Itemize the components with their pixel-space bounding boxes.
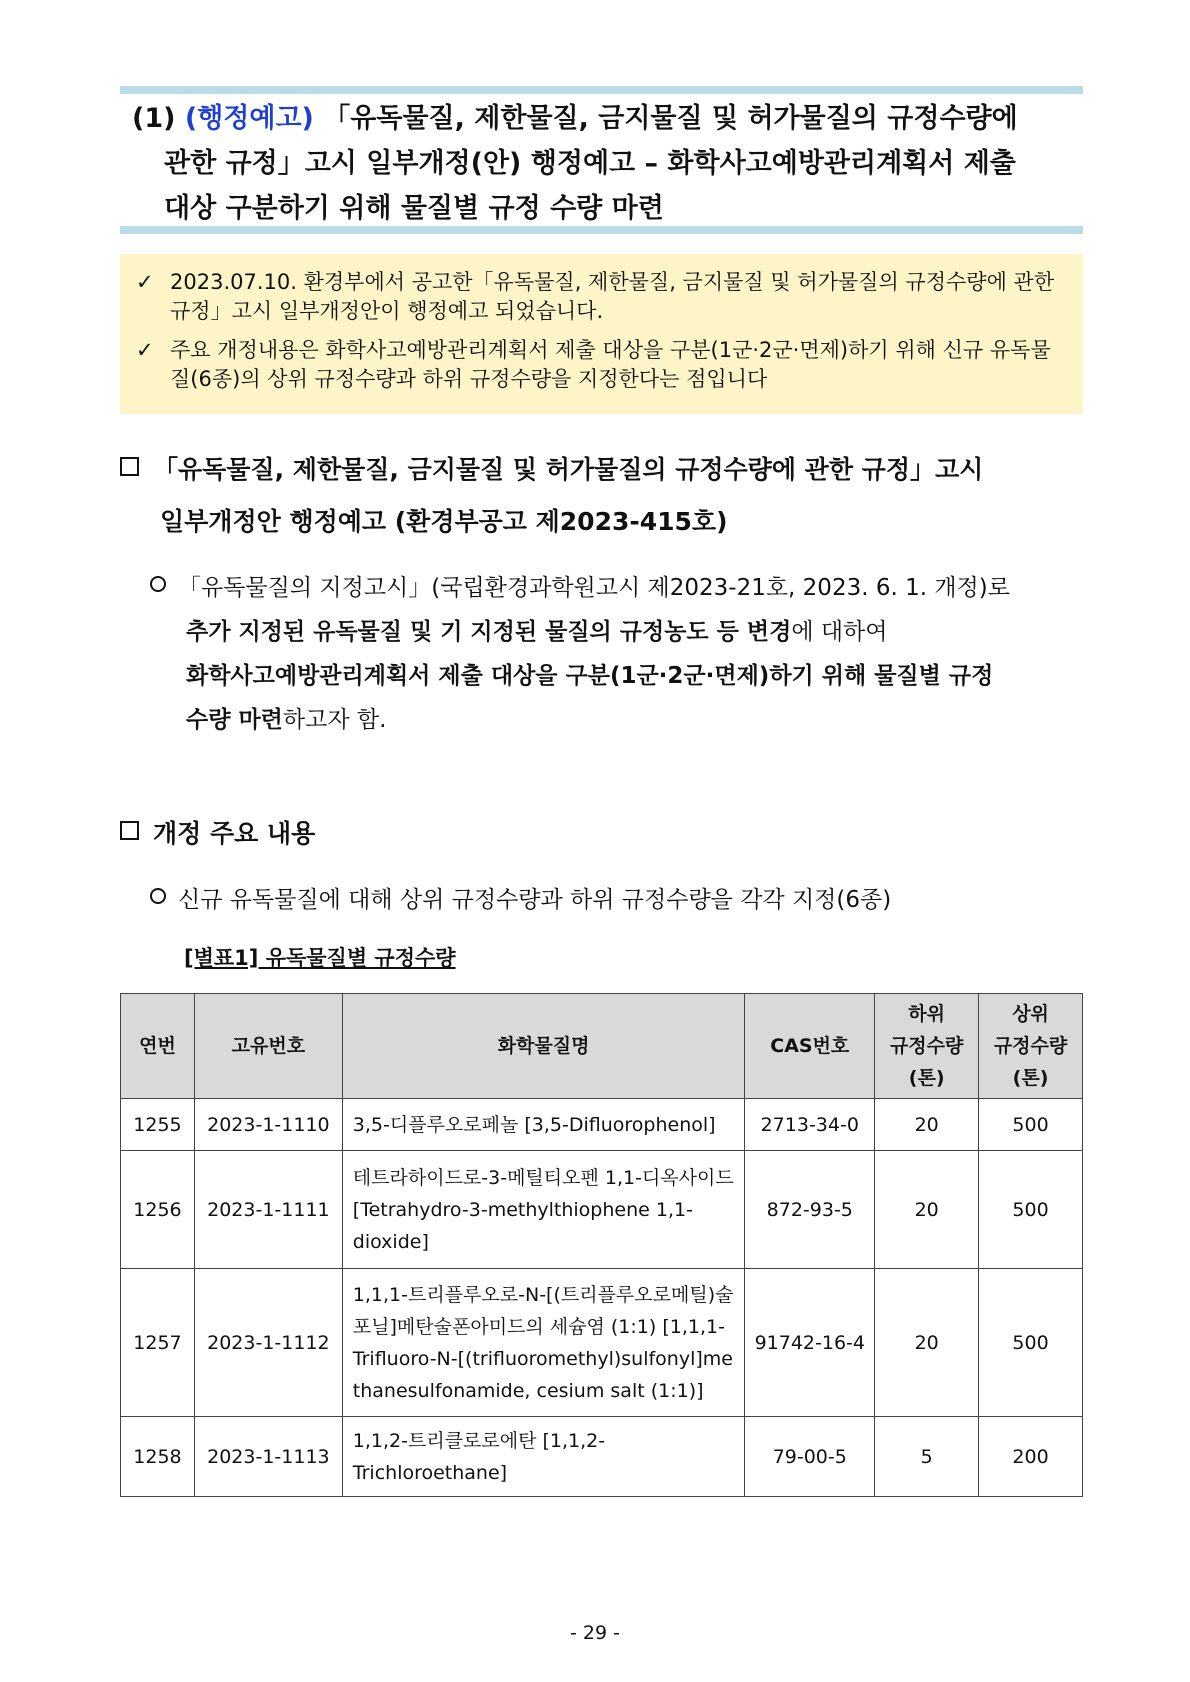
cell-cas: 872-93-5 — [745, 1151, 875, 1269]
header-upper — [979, 994, 1083, 1099]
header-id: 고유번호 — [194, 994, 342, 1099]
header-cas: CAS번호 — [745, 994, 875, 1099]
changes-text: 신규 유독물질에 대해 상위 규정수량과 하위 규정수량을 각각 지정(6종) — [178, 887, 892, 913]
notice-text-part2: 에 대하여 — [791, 619, 888, 645]
title-line3: 대상 구분하기 위해 물질별 규정 수량 마련 — [164, 193, 664, 224]
section-heading-line2: 일부개정안 행정예고 (환경부공고 제2023-415호) — [160, 507, 728, 536]
cell-cas: 79-00-5 — [745, 1417, 875, 1497]
cell-id: 2023-1-1112 — [194, 1269, 342, 1417]
header-lower-2: 규정수량 — [889, 1035, 964, 1057]
square-bullet-icon — [120, 457, 139, 476]
title-line2: 관한 규정」고시 일부개정(안) 행정예고 – 화학사고예방관리계획서 제출 — [164, 148, 1016, 179]
header-lower-3: (톤) — [908, 1067, 945, 1089]
cell-cas: 91742-16-4 — [745, 1269, 875, 1417]
summary-box — [120, 254, 1083, 414]
section-heading-line1: 「유독물질, 제한물질, 금지물질 및 허가물질의 규정수량에 관한 규정」고시 — [153, 455, 984, 484]
header-upper-1: 상위 — [1012, 1003, 1049, 1025]
cell-name: 3,5-디플루오로페놀 [3,5-Difluorophenol] — [342, 1099, 745, 1151]
header-lower-1: 하위 — [908, 1003, 946, 1025]
section-heading-text: 개정 주요 내용 — [153, 819, 316, 848]
summary-item — [136, 336, 1067, 394]
cell-no: 1257 — [121, 1269, 195, 1417]
title-bottom-bar — [120, 226, 1083, 234]
title-number: (1) — [132, 103, 176, 134]
cell-name: 테트라하이드로-3-메틸티오펜 1,1-디옥사이드 [Tetrahydro-3-methylthiophene 1,1-dioxide] — [342, 1151, 745, 1269]
table-header-row — [121, 994, 1083, 1099]
section-heading-main-changes — [120, 808, 1083, 860]
summary-item — [136, 268, 1067, 326]
cell-no: 1258 — [121, 1417, 195, 1497]
page-title — [120, 96, 1080, 231]
cell-name: 1,1,2-트리클로로에탄 [1,1,2-Trichloroethane] — [342, 1417, 745, 1497]
cell-no: 1256 — [121, 1151, 195, 1269]
table-title: [별표1] 유독물질별 규정수량 — [184, 946, 456, 970]
header-no: 연번 — [121, 994, 195, 1099]
changes-bullet — [150, 878, 1083, 922]
title-line1: 「유독물질, 제한물질, 금지물질 및 허가물질의 규정수량에 — [323, 103, 1018, 134]
cell-lower: 20 — [875, 1099, 979, 1151]
notice-text-part1: 「유독물질의 지정고시」(국립환경과학원고시 제2023-21호, 2023. 6. 1. 개정)로 — [178, 575, 1010, 601]
summary-text: 주요 개정내용은 화학사고예방관리계획서 제출 대상을 구분(1군·2군·면제)하기 위해 신규 유독물질(6종)의 상위 규정수량과 하위 규정수량을 지정한다는 점입니다 — [170, 338, 1051, 391]
circle-bullet-icon — [150, 888, 166, 904]
notice-bold-1: 추가 지정된 유독물질 및 기 지정된 물질의 규정농도 등 변경 — [186, 619, 792, 645]
title-top-bar — [120, 86, 1083, 94]
check-icon: ✓ — [136, 338, 154, 362]
square-bullet-icon — [120, 821, 139, 840]
cell-upper: 500 — [979, 1099, 1083, 1151]
cell-lower: 20 — [875, 1269, 979, 1417]
cell-name: 1,1,1-트리플루오로-N-[(트리플루오로메틸)술포닐]메탄술폰아미드의 세슘염 (1:1) [1,1,1-Trifluoro-N-[(trifluoromethyl)sulfonyl]methanesulfonamide, cesium salt (1:1)] — [342, 1269, 745, 1417]
notice-bold-2: 화학사고예방관리계획서 제출 대상을 구분(1군·2군·면제)하기 위해 물질별 규정 — [186, 663, 994, 689]
table-row — [121, 1151, 1083, 1269]
title-tag: (행정예고) — [184, 103, 314, 134]
notice-text-cont — [150, 610, 1083, 742]
circle-bullet-icon — [150, 576, 166, 592]
summary-text: 2023.07.10. 환경부에서 공고한「유독물질, 제한물질, 금지물질 및 허가물질의 규정수량에 관한 규정」고시 일부개정안이 행정예고 되었습니다. — [170, 270, 1055, 323]
notice-bullet — [150, 566, 1083, 742]
cell-no: 1255 — [121, 1099, 195, 1151]
table-row — [121, 1417, 1083, 1497]
cell-upper: 200 — [979, 1417, 1083, 1497]
cell-id: 2023-1-1111 — [194, 1151, 342, 1269]
table-row — [121, 1099, 1083, 1151]
header-name: 화학물질명 — [342, 994, 745, 1099]
table-row — [121, 1269, 1083, 1417]
header-lower — [875, 994, 979, 1099]
cell-id: 2023-1-1113 — [194, 1417, 342, 1497]
quantity-table — [120, 993, 1083, 1497]
header-upper-3: (톤) — [1012, 1067, 1049, 1089]
cell-id: 2023-1-1110 — [194, 1099, 342, 1151]
page-number: - 29 - — [570, 1622, 620, 1644]
section-heading-notice — [120, 444, 1083, 548]
cell-cas: 2713-34-0 — [745, 1099, 875, 1151]
cell-lower: 20 — [875, 1151, 979, 1269]
notice-bold-3: 수량 마련 — [186, 707, 283, 733]
cell-lower: 5 — [875, 1417, 979, 1497]
notice-text-part3: 하고자 함. — [282, 707, 387, 733]
cell-upper: 500 — [979, 1151, 1083, 1269]
check-icon: ✓ — [136, 270, 154, 294]
cell-upper: 500 — [979, 1269, 1083, 1417]
header-upper-2: 규정수량 — [993, 1035, 1068, 1057]
